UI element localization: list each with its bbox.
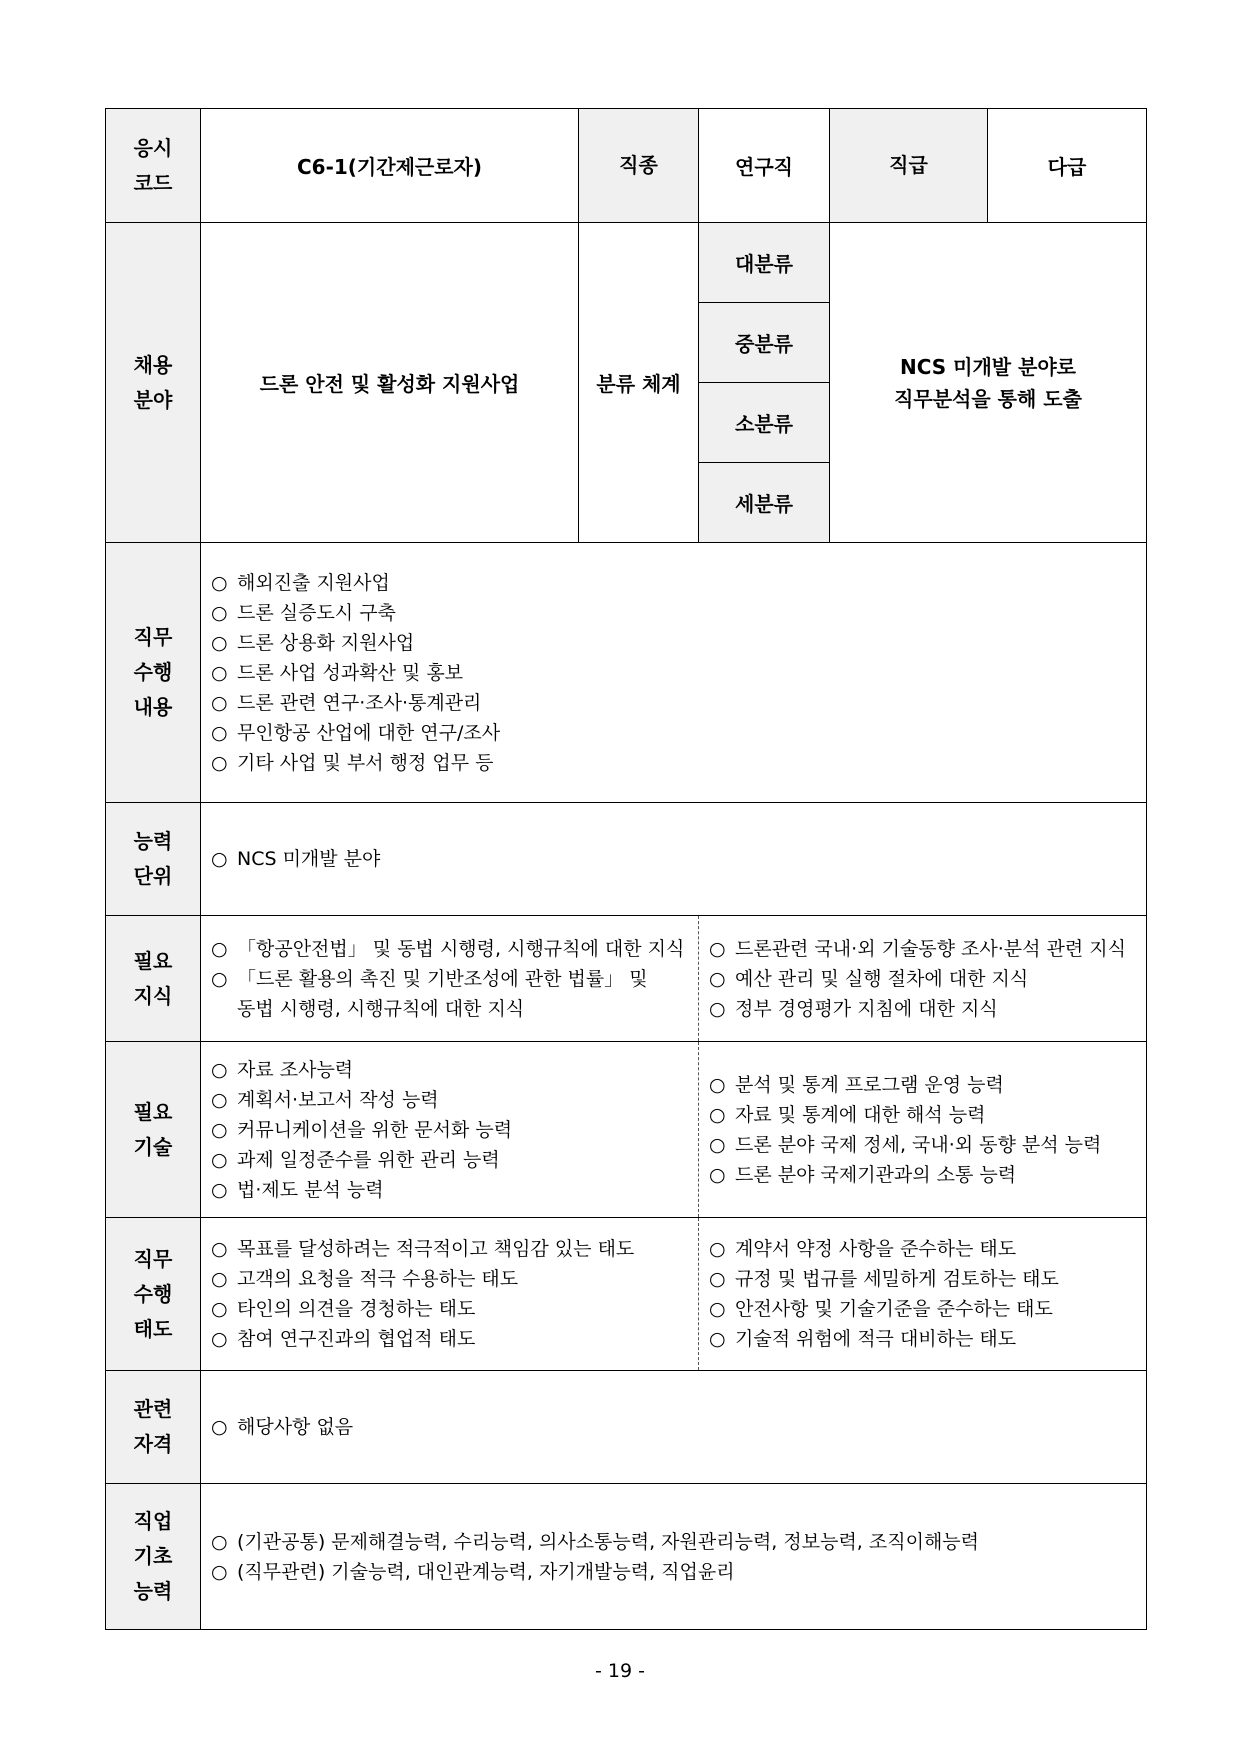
list-item: ○ 드론 분야 국제기관과의 소통 능력 xyxy=(709,1163,1017,1186)
ability-units-row xyxy=(106,803,1147,916)
knowledge-left-list xyxy=(201,916,699,1042)
certifications-label: 관련 자격 xyxy=(106,1371,201,1484)
basic-abilities-label: 직업 기초 능력 xyxy=(106,1484,201,1630)
list-item: ○ 안전사항 및 기술기준을 준수하는 태도 xyxy=(709,1298,1053,1320)
list-item: ○ 드론관련 국내·외 기술동향 조사·분석 관련 지식 xyxy=(709,937,1127,960)
classification-major: 대분류 xyxy=(699,223,830,303)
list-item: ○ 드론 사업 성과확산 및 홍보 xyxy=(211,661,464,684)
classification-label: 분류 체계 xyxy=(579,223,699,543)
page-number: - 19 - xyxy=(595,1660,645,1682)
list-item: ○ (직무관련) 기술능력, 대인관계능력, 자기개발능력, 직업윤리 xyxy=(211,1560,735,1583)
list-item: ○ 자료 및 통계에 대한 해석 능력 xyxy=(709,1103,986,1126)
skills-row xyxy=(106,1042,1147,1218)
knowledge-row xyxy=(106,916,1147,1042)
list-item-continuation: 동법 시행령, 시행규칙에 대한 지식 xyxy=(237,997,525,1020)
list-item: ○ 계획서·보고서 작성 능력 xyxy=(211,1088,439,1111)
ability-units-list xyxy=(201,803,1147,916)
list-item: ○ 목표를 달성하려는 적극적이고 책임감 있는 태도 xyxy=(211,1238,635,1260)
certifications-list xyxy=(201,1371,1147,1484)
classification-value: NCS 미개발 분야로 직무분석을 통해 도출 xyxy=(830,223,1147,543)
classification-minor: 소분류 xyxy=(699,383,830,463)
attitude-row xyxy=(106,1218,1147,1371)
list-item: ○ 해외진출 지원사업 xyxy=(211,571,390,594)
skills-right-list xyxy=(699,1042,1147,1218)
basic-abilities-row xyxy=(106,1484,1147,1630)
list-item: ○ 해당사항 없음 xyxy=(211,1416,354,1438)
list-item: ○ 드론 관련 연구·조사·통계관리 xyxy=(211,691,482,714)
ability-units-label: 능력 단위 xyxy=(106,803,201,916)
knowledge-label: 필요 지식 xyxy=(106,916,201,1042)
classification-detail: 세분류 xyxy=(699,463,830,543)
list-item: ○ 「항공안전법」 및 동법 시행령, 시행규칙에 대한 지식 xyxy=(211,937,685,960)
knowledge-right-list xyxy=(699,916,1147,1042)
basic-abilities-list xyxy=(201,1484,1147,1630)
exam-code-value: C6-1(기간제근로자) xyxy=(201,109,579,223)
classification-middle: 중분류 xyxy=(699,303,830,383)
job-description-table xyxy=(105,108,1147,1630)
list-item: ○ 드론 상용화 지원사업 xyxy=(211,631,415,654)
list-item: ○ 규정 및 법규를 세밀하게 검토하는 태도 xyxy=(709,1268,1059,1290)
duties-list xyxy=(201,543,1147,803)
recruitment-row-1 xyxy=(106,223,1147,303)
list-item: ○ (기관공통) 문제해결능력, 수리능력, 의사소통능력, 자원관리능력, 정보능력, 조직이해능력 xyxy=(211,1530,980,1553)
list-item: ○ NCS 미개발 분야 xyxy=(211,848,381,870)
list-item: ○ 과제 일정준수를 위한 관리 능력 xyxy=(211,1148,500,1171)
list-item: ○ 계약서 약정 사항을 준수하는 태도 xyxy=(709,1238,1017,1260)
list-item: ○ 예산 관리 및 실행 절차에 대한 지식 xyxy=(709,967,1029,990)
list-item: ○ 고객의 요청을 적극 수용하는 태도 xyxy=(211,1268,519,1290)
list-item: ○ 자료 조사능력 xyxy=(211,1058,354,1081)
skills-label: 필요 기술 xyxy=(106,1042,201,1218)
list-item: ○ 「드론 활용의 촉진 및 기반조성에 관한 법률」 및 xyxy=(211,967,648,990)
attitude-left-list xyxy=(201,1218,699,1371)
attitude-right-list xyxy=(699,1218,1147,1371)
list-item: ○ 드론 분야 국제 정세, 국내·외 동향 분석 능력 xyxy=(709,1133,1102,1156)
recruitment-field-value: 드론 안전 및 활성화 지원사업 xyxy=(201,223,579,543)
grade-label: 직급 xyxy=(830,109,988,223)
job-type-value: 연구직 xyxy=(699,109,830,223)
header-row xyxy=(106,109,1147,223)
list-item: ○ 드론 실증도시 구축 xyxy=(211,601,396,624)
attitude-label: 직무 수행 태도 xyxy=(106,1218,201,1371)
list-item: ○ 정부 경영평가 지침에 대한 지식 xyxy=(709,997,998,1020)
list-item: ○ 참여 연구진과의 협업적 태도 xyxy=(211,1328,476,1350)
skills-left-list xyxy=(201,1042,699,1218)
exam-code-label: 응시 코드 xyxy=(106,109,201,223)
list-item: ○ 법·제도 분석 능력 xyxy=(211,1178,384,1201)
duties-row xyxy=(106,543,1147,803)
list-item: ○ 기술적 위험에 적극 대비하는 태도 xyxy=(709,1328,1017,1350)
list-item: ○ 무인항공 산업에 대한 연구/조사 xyxy=(211,721,501,744)
list-item: ○ 분석 및 통계 프로그램 운영 능력 xyxy=(709,1073,1004,1096)
job-type-label: 직종 xyxy=(579,109,699,223)
certifications-row xyxy=(106,1371,1147,1484)
list-item: ○ 커뮤니케이션을 위한 문서화 능력 xyxy=(211,1118,513,1141)
recruitment-field-label: 채용 분야 xyxy=(106,223,201,543)
duties-label: 직무 수행 내용 xyxy=(106,543,201,803)
list-item: ○ 타인의 의견을 경청하는 태도 xyxy=(211,1298,476,1320)
grade-value: 다급 xyxy=(988,109,1147,223)
list-item: ○ 기타 사업 및 부서 행정 업무 등 xyxy=(211,751,494,774)
